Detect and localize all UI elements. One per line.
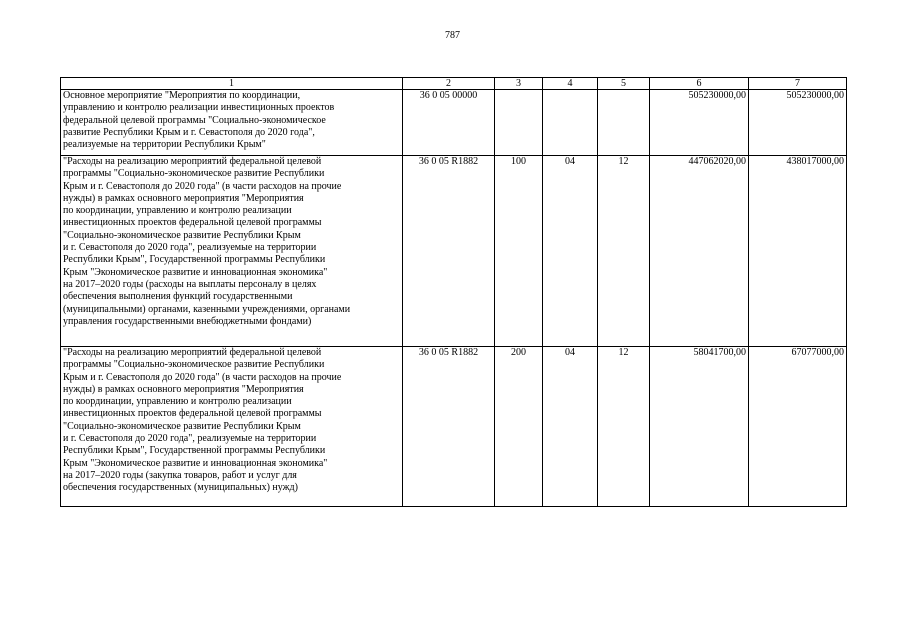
row-code: 36 0 05 R1882 (403, 347, 495, 507)
description-line: "Расходы на реализацию мероприятий федеральной целевой (63, 156, 322, 167)
row-amount-7: 505230000,00 (749, 90, 847, 156)
description-line: инвестиционных проектов федеральной целевой программы (63, 217, 322, 229)
header-col-6: 6 (650, 78, 749, 90)
description-line: реализуемые на территории Республики Крым" (63, 139, 266, 151)
row-col4 (543, 90, 598, 156)
description-line: Республики Крым", Государственной программы Республики (63, 254, 326, 266)
description-line: "Социально-экономическое развитие Республики Крым (63, 420, 301, 432)
row-description (61, 347, 403, 507)
description-line: Крым "Экономическое развитие и инновационная экономика" (63, 457, 328, 469)
description-line: Крым "Экономическое развитие и инновационная экономика" (63, 266, 328, 278)
row-amount-6: 58041700,00 (650, 347, 749, 507)
row-col5 (598, 90, 650, 156)
table-row (61, 90, 847, 156)
description-line: федеральной целевой программы "Социально-экономическое (63, 114, 326, 126)
description-line: Республики Крым", Государственной программы Республики (63, 445, 326, 457)
row-col3: 100 (495, 156, 543, 347)
description-line: обеспечения государственных (муниципальных) нужд) (63, 482, 298, 494)
description-line: "Расходы на реализацию мероприятий федеральной целевой (63, 347, 322, 358)
row-col5: 12 (598, 347, 650, 507)
description-line: программы "Социально-экономическое развитие Республики (63, 359, 325, 371)
row-col4: 04 (543, 156, 598, 347)
page-number: 787 (445, 30, 460, 41)
description-line: нужды) в рамках основного мероприятия "Мероприятия (63, 192, 304, 204)
table-header-row (61, 78, 847, 90)
description-line: Крым и г. Севастополя до 2020 года" (в части расходов на прочие (63, 180, 342, 192)
budget-table (60, 77, 847, 507)
row-description (61, 156, 403, 347)
table-row (61, 347, 847, 507)
description-line: программы "Социально-экономическое развитие Республики (63, 168, 325, 180)
table-row (61, 156, 847, 347)
row-amount-6: 505230000,00 (650, 90, 749, 156)
header-col-7: 7 (749, 78, 847, 90)
description-line: инвестиционных проектов федеральной целевой программы (63, 408, 322, 420)
description-line: Крым и г. Севастополя до 2020 года" (в части расходов на прочие (63, 371, 342, 383)
row-col3 (495, 90, 543, 156)
description-line: управления государственными внебюджетными фондами) (63, 315, 312, 327)
description-line: на 2017–2020 годы (закупка товаров, работ и услуг для (63, 469, 297, 481)
header-col-1: 1 (61, 78, 403, 90)
header-col-5: 5 (598, 78, 650, 90)
row-description (61, 90, 403, 156)
header-col-3: 3 (495, 78, 543, 90)
description-line: по координации, управлению и контролю реализации (63, 205, 292, 217)
description-line: и г. Севастополя до 2020 года", реализуемые на территории (63, 433, 317, 445)
description-line: "Социально-экономическое развитие Республики Крым (63, 229, 301, 241)
description-line: развитие Республики Крым и г. Севастополя до 2020 года", (63, 126, 315, 138)
description-line: по координации, управлению и контролю реализации (63, 396, 292, 408)
row-code: 36 0 05 R1882 (403, 156, 495, 347)
row-amount-6: 447062020,00 (650, 156, 749, 347)
description-line: на 2017–2020 годы (расходы на выплаты персоналу в целях (63, 278, 317, 290)
description-line: Основное мероприятие "Мероприятия по координации, (63, 90, 301, 101)
header-col-2: 2 (403, 78, 495, 90)
row-code: 36 0 05 00000 (403, 90, 495, 156)
row-amount-7: 438017000,00 (749, 156, 847, 347)
row-amount-7: 67077000,00 (749, 347, 847, 507)
description-line: обеспечения выполнения функций государственными (63, 291, 293, 303)
header-col-4: 4 (543, 78, 598, 90)
row-col4: 04 (543, 347, 598, 507)
row-col5: 12 (598, 156, 650, 347)
description-line: (муниципальными) органами, казенными учреждениями, органами (63, 303, 351, 315)
description-line: управлению и контролю реализации инвестиционных проектов (63, 102, 335, 114)
description-line: нужды) в рамках основного мероприятия "Мероприятия (63, 383, 304, 395)
row-col3: 200 (495, 347, 543, 507)
description-line: и г. Севастополя до 2020 года", реализуемые на территории (63, 242, 317, 254)
